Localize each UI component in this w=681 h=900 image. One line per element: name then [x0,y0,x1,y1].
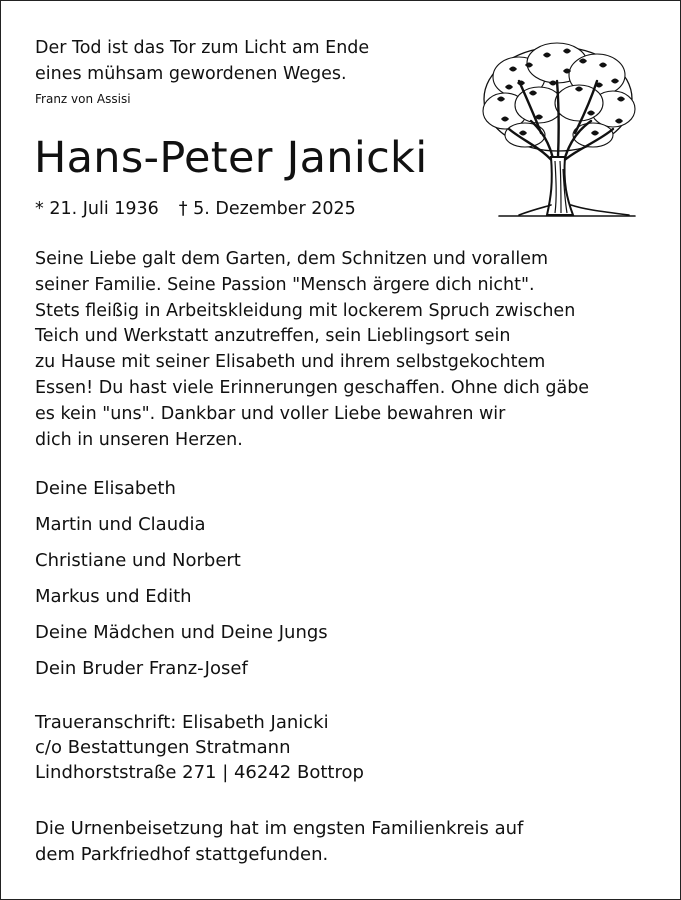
life-dates [35,199,356,219]
tribute-line: dich in unseren Herzen. [35,429,243,450]
death-date: † 5. Dezember 2025 [178,199,356,219]
quote-author: Franz von Assisi [35,92,131,106]
mourner: Deine Mädchen und Deine Jungs [35,622,328,643]
mourner: Markus und Edith [35,586,192,607]
deceased-name: Hans-Peter Janicki [34,133,428,183]
tree-icon [479,37,637,217]
quote-line: Der Tod ist das Tor zum Licht am Ende [35,38,370,58]
tribute-line: zu Hause mit seiner Elisabeth und ihrem selbstgekochtem [35,352,546,373]
quote-block [35,35,369,87]
burial-note [35,816,523,868]
address-line: c/o Bestattungen Stratmann [35,737,291,758]
mourners-list [35,475,328,691]
tribute-text [35,247,589,453]
mourner: Martin und Claudia [35,514,206,535]
mourner: Christiane und Norbert [35,550,241,571]
address-line: Traueranschrift: Elisabeth Janicki [35,712,329,733]
tribute-line: Essen! Du hast viele Erinnerungen geschaffen. Ohne dich gäbe [35,377,590,398]
tribute-line: Seine Liebe galt dem Garten, dem Schnitzen und vorallem [35,249,549,269]
burial-line: Die Urnenbeisetzung hat im engsten Familienkreis auf [35,818,524,839]
mourner: Dein Bruder Franz-Josef [35,658,248,679]
tribute-line: seiner Familie. Seine Passion "Mensch ärgere dich nicht". [35,274,535,295]
quote-line: eines mühsam gewordenen Weges. [35,64,347,84]
tribute-line: es kein "uns". Dankbar und voller Liebe bewahren wir [35,403,506,424]
tribute-line: Stets fleißig in Arbeitskleidung mit lockerem Spruch zwischen [35,300,576,321]
tribute-line: Teich und Werkstatt anzutreffen, sein Lieblingsort sein [35,326,511,347]
address-line: Lindhorststraße 271 | 46242 Bottrop [35,762,364,783]
mourner: Deine Elisabeth [35,478,176,499]
birth-date: * 21. Juli 1936 [35,199,159,219]
mourning-address [35,710,364,785]
burial-line: dem Parkfriedhof stattgefunden. [35,844,329,865]
